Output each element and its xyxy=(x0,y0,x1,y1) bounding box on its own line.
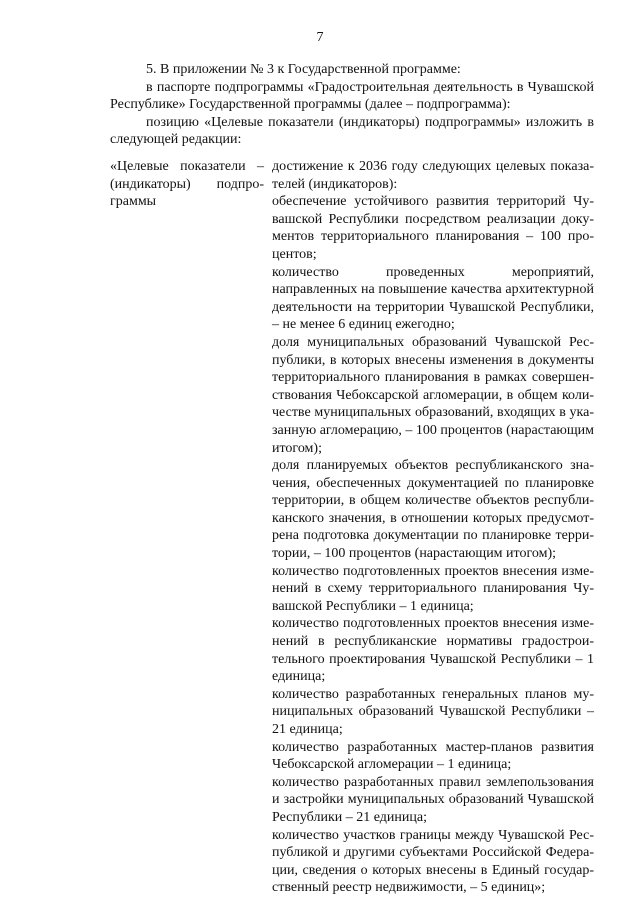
intro-paragraph-2: в паспорте подпрограммы «Градостроительная деятельность в Чувашской Республике» Государственной программы (далее – подпрограмма): xyxy=(110,79,594,112)
intro-paragraph-3: позицию «Целевые показатели (индикаторы) подпрограммы» изложить в следующей редакции: xyxy=(110,114,594,147)
indicator-item: количество разработанных генеральных планов му-ниципальных образований Чувашской Республики – 21 единица; xyxy=(272,686,594,737)
indicator-item: количество подготовленных проектов внесения изме-нений в республиканские нормативы градострои-тельного проектирования Чувашской Республики – 1 единица; xyxy=(272,616,594,685)
indicators-value-cell xyxy=(272,158,594,897)
indicator-item: количество участков границы между Чувашской Рес-публикой и другими субъектами Российской Федера-ции, сведения о которых внесены в Единый государ-ственный реестр недвижимости, – 5 единиц»; xyxy=(272,827,594,896)
indicators-label: «Целевые показатели – (индикаторы) подпро-граммы xyxy=(110,159,264,210)
indicator-item: количество проведенных мероприятий, направленных на повышение качества архитектурной деятельности на территории Чувашской Республики, – не менее 6 единиц ежегодно; xyxy=(272,264,594,333)
indicators-table xyxy=(110,158,594,897)
indicator-item: достижение к 2036 году следующих целевых показа-телей (индикаторов): xyxy=(272,159,594,192)
indicator-item: доля планируемых объектов республиканского зна-чения, обеспеченных документацией по планировке территории, в общем количестве объектов республи-канского значения, в отношении которых предусмот-рена подготовка документации по планировке терри-тории, – 100 процентов (нарастающим итогом); xyxy=(272,458,594,562)
indicator-item: количество разработанных правил землепользования и застройки муниципальных образований Чувашской Республики – 21 единица; xyxy=(272,774,594,825)
intro-section xyxy=(110,61,594,149)
indicators-label-cell xyxy=(110,158,264,897)
indicator-item: количество подготовленных проектов внесения изме-нений в схему территориального планирования Чу-вашской Республики – 1 единица; xyxy=(272,563,594,614)
page-number: 7 xyxy=(316,30,324,45)
indicator-item: доля муниципальных образований Чувашской Рес-публики, в которых внесены изменения в документы территориального планирования в рамках совершен-ствования Чебоксарской агломерации, в общем коли-честве муниципальных образований, входящих в ука-занную агломерацию, – 100 процентов (нарастающим итогом); xyxy=(272,334,595,456)
intro-paragraph-1: 5. В приложении № 3 к Государственной программе: xyxy=(146,62,461,77)
indicator-item: обеспечение устойчивого развития территорий Чу-вашской Республики посредством реализации доку-ментов территориального планирования – 100 про-центов; xyxy=(272,194,594,262)
indicator-item: количество разработанных мастер-планов развития Чебоксарской агломерации – 1 единица; xyxy=(272,739,594,773)
